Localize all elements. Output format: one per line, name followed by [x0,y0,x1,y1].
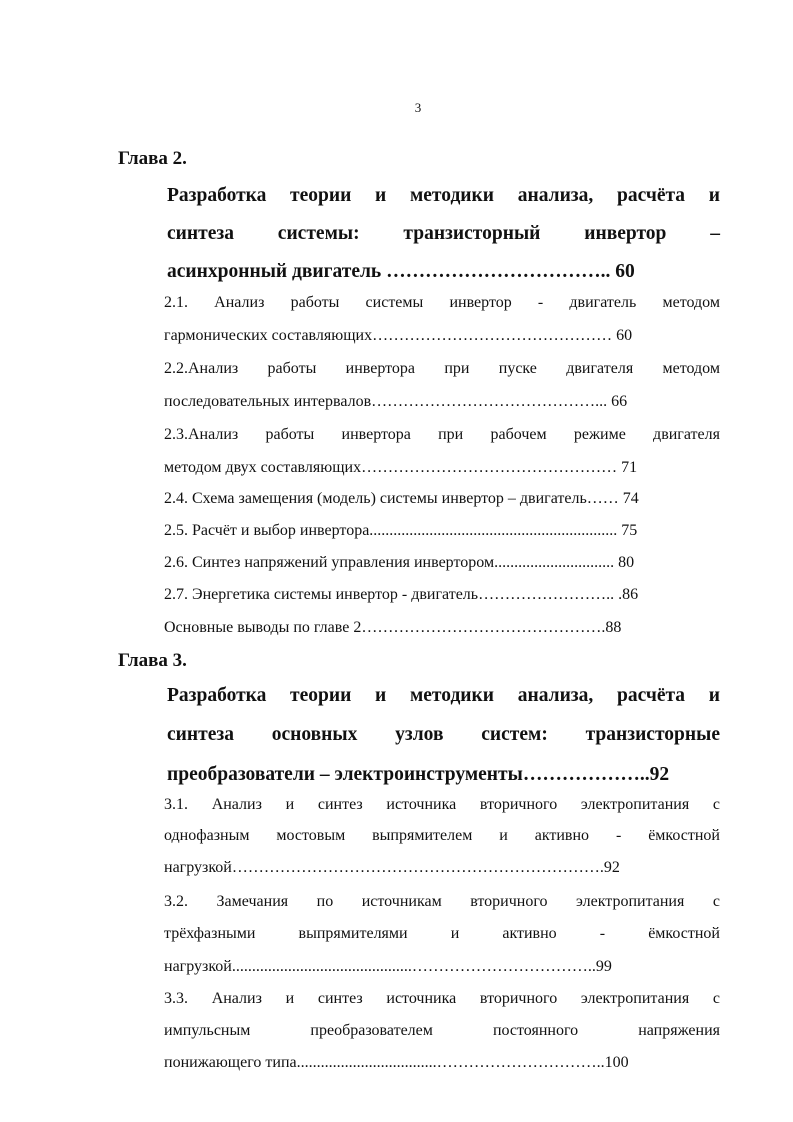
toc-entry-3-3-line-2: импульсным преобразователем постоянного напряжения [164,1022,720,1039]
page-number: 3 [414,100,422,115]
toc-entry-2-7: 2.7. Энергетика системы инвертор - двигатель…………………….. .86 [164,586,639,603]
chapter-2-title-line-1: Разработка теории и методики анализа, расчёта и [167,185,720,206]
toc-entry-2-5: 2.5. Расчёт и выбор инвертора.............................................................. 75 [164,522,638,539]
chapter-2-title-line-2: синтеза системы: транзисторный инвертор – [167,223,720,244]
toc-entry-2-3-line-1: 2.3.Анализ работы инвертора при рабочем режиме двигателя [164,426,720,443]
chapter-2-heading: Глава 2. [118,148,187,169]
toc-entry-3-1-line-3: нагрузкой…………………………………………………………….92 [164,859,620,876]
chapter-3-title-line-3: преобразователи – электроинструменты………………..92 [167,764,670,785]
toc-entry-2-1-line-2: гармонических составляющих……………………………………… 60 [164,327,633,344]
toc-entry-2-3-line-2: методом двух составляющих………………………………………… 71 [164,459,638,476]
chapter-3-title-line-1: Разработка теории и методики анализа, расчёта и [167,685,720,706]
toc-entry-3-3-line-1: 3.3. Анализ и синтез источника вторичного электропитания с [164,990,720,1007]
toc-entry-2-6: 2.6. Синтез напряжений управления инвертором.............................. 80 [164,554,635,571]
chapter-2-title-line-3: асинхронный двигатель …………………………….. 60 [167,261,635,282]
toc-entry-3-2-line-1: 3.2. Замечания по источникам вторичного электропитания с [164,893,720,910]
toc-entry-2-1-line-1: 2.1. Анализ работы системы инвертор - двигатель методом [164,294,720,311]
toc-entry-2-2-line-2: последовательных интервалов……………………………………... 66 [164,393,628,410]
toc-entry-3-1-line-2: однофазным мостовым выпрямителем и активно - ёмкостной [164,827,720,844]
toc-entry-3-2-line-2: трёхфазными выпрямителями и активно - ёмкостной [164,925,720,942]
chapter-3-title-line-2: синтеза основных узлов систем: транзисторные [167,724,720,745]
toc-entry-3-1-line-1: 3.1. Анализ и синтез источника вторичного электропитания с [164,796,720,813]
toc-entry-2-4: 2.4. Схема замещения (модель) системы инвертор – двигатель…… 74 [164,490,639,507]
toc-entry-conclusions-2: Основные выводы по главе 2……………………………………….88 [164,619,622,636]
toc-entry-2-2-line-1: 2.2.Анализ работы инвертора при пуске двигателя методом [164,360,720,377]
chapter-3-heading: Глава 3. [118,650,187,671]
toc-entry-3-2-line-3: нагрузкой.............................................……………………………..99 [164,958,612,975]
toc-entry-3-3-line-3: понижающего типа...................................…………………………..100 [164,1054,629,1071]
